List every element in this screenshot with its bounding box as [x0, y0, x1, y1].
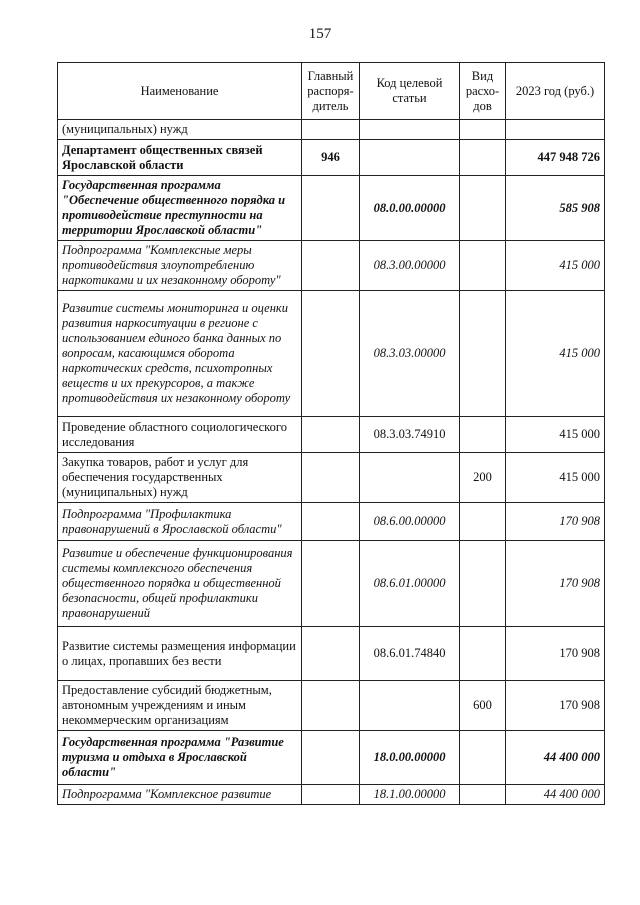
- row-glav: [302, 453, 360, 503]
- table-row: [58, 417, 605, 453]
- row-glav: [302, 176, 360, 241]
- table-row: [58, 291, 605, 417]
- row-glav: [302, 417, 360, 453]
- row-amount: 585 908: [506, 176, 605, 241]
- row-glav: [302, 681, 360, 731]
- row-name: Подпрограмма "Профилактика правонарушений в Ярославской области": [58, 503, 302, 541]
- table-row: [58, 731, 605, 785]
- row-code: 08.3.00.00000: [360, 241, 460, 291]
- header-name: Наименование: [58, 63, 302, 120]
- table-row: [58, 241, 605, 291]
- row-code: 08.6.01.74840: [360, 627, 460, 681]
- page-number: 157: [308, 26, 332, 42]
- header-amount: 2023 год (руб.): [506, 63, 605, 120]
- row-vid: 200: [460, 453, 506, 503]
- row-glav: [302, 731, 360, 785]
- table-header-row: [58, 63, 605, 120]
- header-code: Код целевой статьи: [360, 63, 460, 120]
- table-row: [58, 785, 605, 805]
- row-amount: 170 908: [506, 541, 605, 627]
- table-body: [58, 120, 605, 805]
- row-vid: [460, 541, 506, 627]
- table-row: [58, 140, 605, 176]
- table-row: [58, 120, 605, 140]
- table-row: [58, 176, 605, 241]
- row-code: 08.3.03.74910: [360, 417, 460, 453]
- row-vid: [460, 731, 506, 785]
- table-row: [58, 503, 605, 541]
- row-vid: [460, 176, 506, 241]
- row-amount: 170 908: [506, 627, 605, 681]
- row-amount: 415 000: [506, 291, 605, 417]
- row-amount: 415 000: [506, 417, 605, 453]
- row-glav: [302, 503, 360, 541]
- row-name: Департамент общественных связей Ярославской области: [58, 140, 302, 176]
- row-vid: [460, 417, 506, 453]
- row-amount: 44 400 000: [506, 785, 605, 805]
- row-amount: 415 000: [506, 241, 605, 291]
- table-row: [58, 627, 605, 681]
- row-code: 08.3.03.00000: [360, 291, 460, 417]
- row-name: Развитие и обеспечение функционирования системы комплексного обеспечения общественного порядка и общественной безопасности, общей профилактики правонарушений: [58, 541, 302, 627]
- row-vid: 600: [460, 681, 506, 731]
- header-vid: Вид расхо-дов: [460, 63, 506, 120]
- row-vid: [460, 503, 506, 541]
- row-code: [360, 681, 460, 731]
- header-glav: Главный распоря-дитель: [302, 63, 360, 120]
- row-code: [360, 453, 460, 503]
- row-amount: [506, 120, 605, 140]
- row-glav: [302, 785, 360, 805]
- budget-table: [57, 62, 605, 805]
- row-amount: 44 400 000: [506, 731, 605, 785]
- row-amount: 170 908: [506, 681, 605, 731]
- row-code: [360, 140, 460, 176]
- row-vid: [460, 627, 506, 681]
- row-glav: [302, 241, 360, 291]
- row-glav: [302, 120, 360, 140]
- row-vid: [460, 291, 506, 417]
- row-vid: [460, 241, 506, 291]
- row-code: 08.0.00.00000: [360, 176, 460, 241]
- row-name: Закупка товаров, работ и услуг для обеспечения государственных (муниципальных) нужд: [58, 453, 302, 503]
- row-code: 18.0.00.00000: [360, 731, 460, 785]
- row-amount: 447 948 726: [506, 140, 605, 176]
- row-name: Подпрограмма "Комплексные меры противодействия злоупотреблению наркотиками и их незаконному обороту": [58, 241, 302, 291]
- table-row: [58, 453, 605, 503]
- table-row: [58, 681, 605, 731]
- row-code: 08.6.01.00000: [360, 541, 460, 627]
- row-glav: [302, 627, 360, 681]
- row-name: Развитие системы мониторинга и оценки развития наркоситуации в регионе с использованием единого банка данных по вопросам, касающимся оборота наркотических средств, психотропных веществ и их прекурсоров, а также противодействия их незаконному обороту: [58, 291, 302, 417]
- row-amount: 170 908: [506, 503, 605, 541]
- row-name: Предоставление субсидий бюджетным, автономным учреждениям и иным некоммерческим организациям: [58, 681, 302, 731]
- row-glav: 946: [302, 140, 360, 176]
- row-amount: 415 000: [506, 453, 605, 503]
- row-vid: [460, 120, 506, 140]
- row-vid: [460, 785, 506, 805]
- row-code: 08.6.00.00000: [360, 503, 460, 541]
- row-name: Проведение областного социологического исследования: [58, 417, 302, 453]
- row-glav: [302, 291, 360, 417]
- row-name: (муниципальных) нужд: [58, 120, 302, 140]
- row-vid: [460, 140, 506, 176]
- row-name: Государственная программа "Обеспечение общественного порядка и противодействие преступности на территории Ярославской области": [58, 176, 302, 241]
- row-name: Подпрограмма "Комплексное развитие: [58, 785, 302, 805]
- row-name: Государственная программа "Развитие туризма и отдыха в Ярославской области": [58, 731, 302, 785]
- table-row: [58, 541, 605, 627]
- row-code: [360, 120, 460, 140]
- row-glav: [302, 541, 360, 627]
- row-name: Развитие системы размещения информации о лицах, пропавших без вести: [58, 627, 302, 681]
- row-code: 18.1.00.00000: [360, 785, 460, 805]
